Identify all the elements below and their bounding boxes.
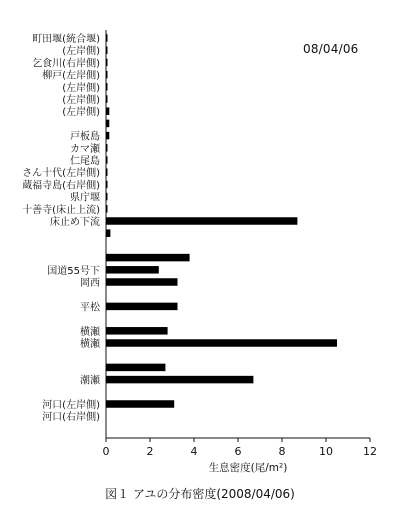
bar [106, 400, 174, 408]
category-label: 横瀬 [80, 326, 100, 338]
x-axis-title: 生息密度(尾/m²) [208, 462, 288, 474]
bar [106, 83, 108, 91]
bar [106, 217, 297, 225]
category-label: (左岸側) [62, 95, 100, 106]
bar [106, 71, 108, 79]
bar [106, 132, 109, 140]
bar [106, 144, 108, 152]
bar [106, 364, 165, 372]
bar [106, 339, 337, 347]
bar [106, 229, 110, 237]
category-label: 河口(右岸側) [42, 412, 100, 424]
category-label: カマ瀬 [70, 143, 100, 155]
category-label: 乞食川(右岸側) [32, 58, 100, 70]
x-tick-label: 2 [146, 445, 154, 458]
bar [106, 205, 108, 213]
bar [106, 181, 108, 189]
category-label: (左岸側) [62, 107, 100, 119]
bar [106, 120, 109, 128]
bar [106, 266, 159, 274]
bar [106, 95, 108, 103]
category-label: 仁尾島 [70, 156, 100, 167]
bar [106, 107, 109, 115]
x-tick-label: 12 [363, 445, 377, 458]
bar [106, 168, 108, 176]
category-label: 国道55号下 [47, 265, 100, 277]
chart-date-label: 08/04/06 [303, 42, 359, 56]
category-label: 河口(左岸側) [42, 400, 100, 411]
x-tick-label: 8 [278, 445, 286, 458]
x-tick-label: 10 [319, 445, 333, 458]
bar [106, 254, 190, 262]
x-tick-label: 6 [234, 445, 242, 458]
category-label: 蔵福寺島(右岸側) [22, 180, 100, 192]
category-label: (左岸側) [62, 82, 100, 94]
category-label: 町田堰(統合堰) [32, 34, 100, 45]
category-label: 平松 [80, 302, 100, 314]
category-label: 床止め下流 [50, 217, 100, 228]
figure-caption: 図１ アユの分布密度(2008/04/06) [105, 487, 295, 501]
x-tick-label: 0 [102, 445, 110, 458]
bar [106, 156, 108, 164]
bar [106, 278, 178, 286]
category-label: (左岸側) [62, 46, 100, 58]
bar [106, 46, 108, 54]
bar [106, 59, 108, 67]
x-tick-label: 4 [190, 445, 198, 458]
bar [106, 376, 253, 384]
category-label: 横瀬 [80, 339, 100, 350]
bar [106, 193, 108, 201]
bar [106, 34, 108, 42]
category-label: 戸板島 [70, 131, 100, 143]
category-label: 潮瀬 [80, 375, 100, 387]
category-label: 岡西 [80, 278, 100, 289]
category-label: 十善寺(床止上流) [22, 204, 100, 216]
category-label: 柳戸(左岸側) [42, 70, 100, 82]
category-label: 県庁堰 [70, 192, 100, 204]
bar [106, 303, 178, 311]
bar [106, 327, 168, 335]
category-label: さん十代(左岸側) [22, 168, 100, 180]
